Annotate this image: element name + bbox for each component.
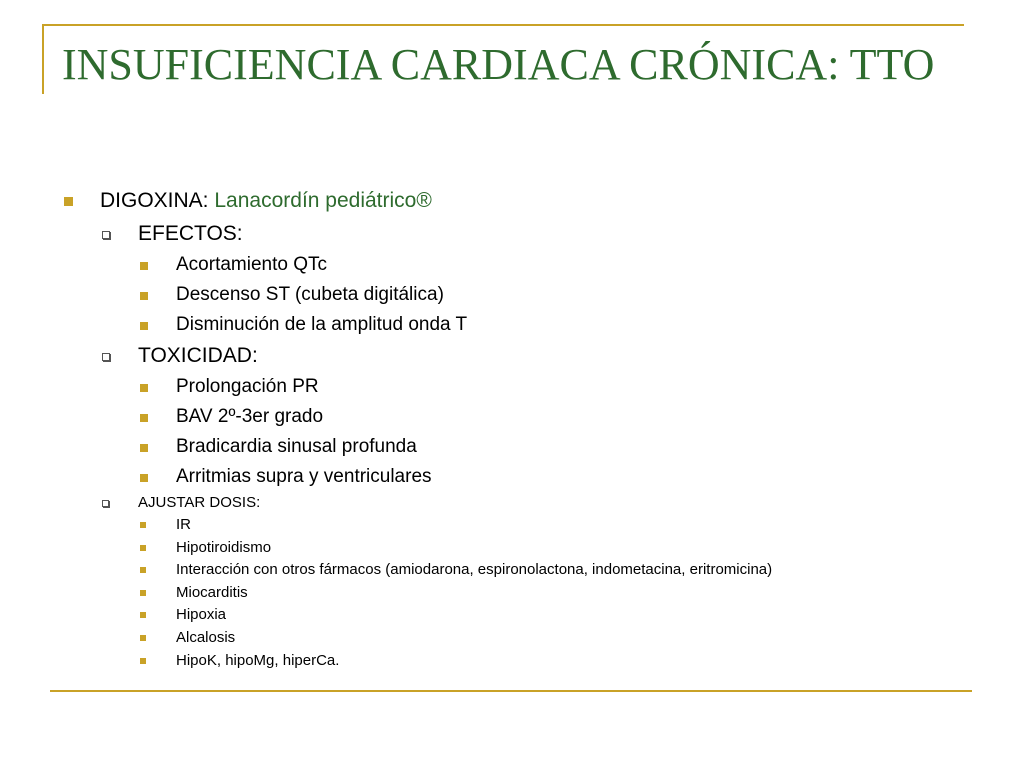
square-bullet-icon [140, 612, 146, 618]
list-item: Prolongación PR [60, 372, 980, 402]
frame-top-line [42, 24, 964, 26]
list-item: Arritmias supra y ventriculares [60, 462, 980, 492]
list-item: Descenso ST (cubeta digitálica) [60, 280, 980, 310]
list-item: IR [60, 514, 980, 537]
checkbox-bullet-icon [102, 231, 110, 239]
square-bullet-icon [140, 384, 148, 392]
list-item: Disminución de la amplitud onda T [60, 310, 980, 340]
drug-brand: Lanacordín pediátrico® [214, 189, 432, 212]
square-bullet-icon [140, 322, 148, 330]
list-item: BAV 2º-3er grado [60, 402, 980, 432]
list-item: Miocarditis [60, 582, 980, 605]
list-item: Acortamiento QTc [60, 250, 980, 280]
slide-title: INSUFICIENCIA CARDIACA CRÓNICA: TTO [62, 40, 935, 89]
effects-heading: EFECTOS: [138, 222, 243, 245]
toxicity-heading: TOXICIDAD: [138, 344, 258, 367]
drug-label: DIGOXINA: [100, 189, 209, 212]
square-bullet-icon [140, 474, 148, 482]
square-bullet-icon [140, 262, 148, 270]
bullet-adjust-heading [60, 492, 980, 514]
bullet-toxicity-heading [60, 340, 980, 372]
square-bullet-icon [140, 444, 148, 452]
bullet-list [60, 184, 980, 672]
frame-left-line [42, 24, 44, 94]
bullet-effects-heading [60, 218, 980, 250]
bullet-drug [60, 184, 980, 218]
list-item: Interacción con otros fármacos (amiodarona, espironolactona, indometacina, eritromicina) [60, 559, 980, 582]
list-item: Hipotiroidismo [60, 537, 980, 560]
square-bullet-icon [140, 658, 146, 664]
checkbox-bullet-icon [102, 500, 109, 507]
list-item: Bradicardia sinusal profunda [60, 432, 980, 462]
adjust-heading: AJUSTAR DOSIS: [138, 494, 261, 511]
list-item: HipoK, hipoMg, hiperCa. [60, 650, 980, 673]
list-item: Hipoxia [60, 604, 980, 627]
square-bullet-icon [64, 197, 73, 206]
frame-bottom-line [50, 690, 972, 692]
square-bullet-icon [140, 590, 146, 596]
square-bullet-icon [140, 635, 146, 641]
checkbox-bullet-icon [102, 353, 110, 361]
square-bullet-icon [140, 567, 146, 573]
square-bullet-icon [140, 522, 146, 528]
square-bullet-icon [140, 292, 148, 300]
list-item: Alcalosis [60, 627, 980, 650]
square-bullet-icon [140, 414, 148, 422]
square-bullet-icon [140, 545, 146, 551]
